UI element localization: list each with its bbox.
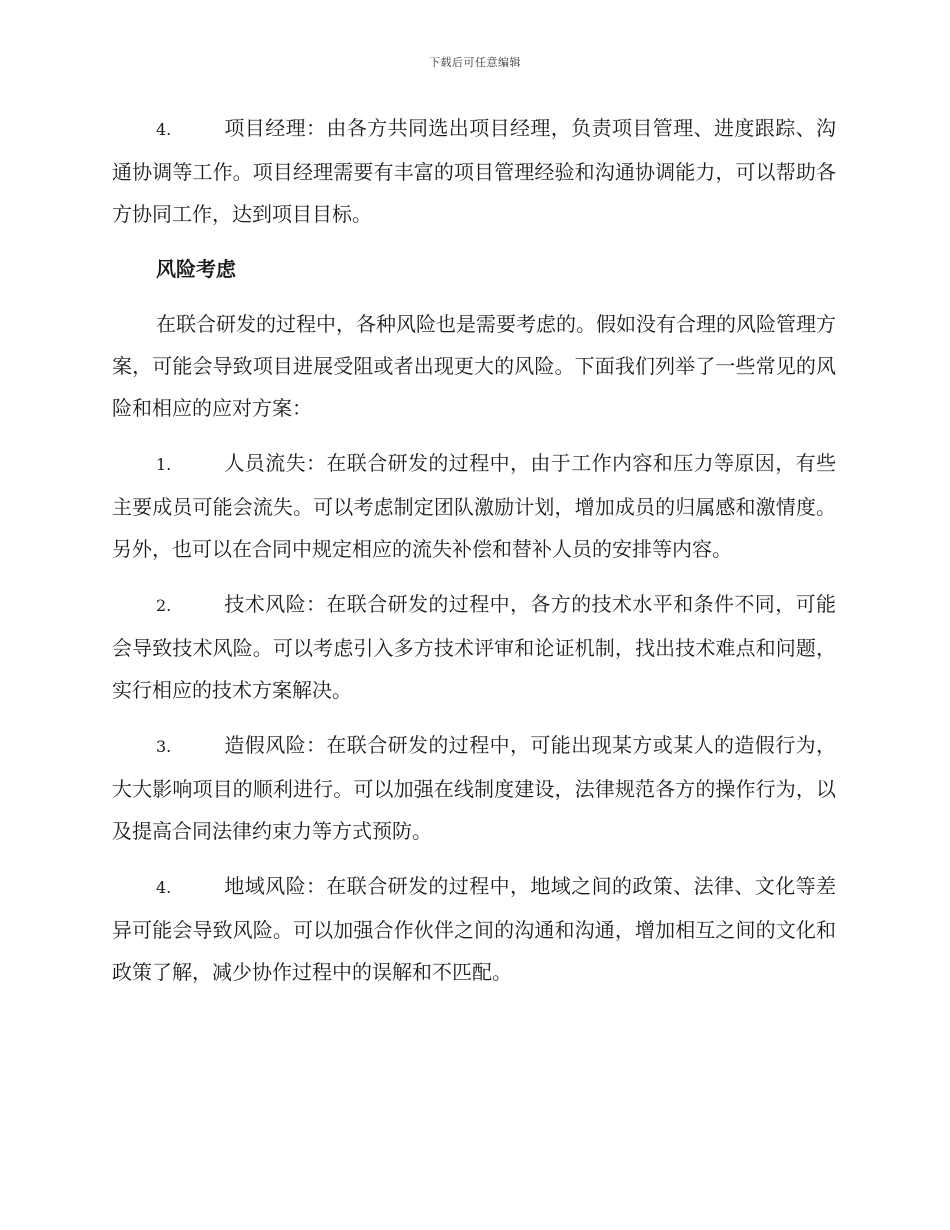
list-item-regional-risk (112, 865, 836, 993)
list-number: 1. (156, 455, 172, 474)
page-header: 下载后可任意编辑 (429, 56, 521, 69)
list-item-fraud-risk (112, 724, 836, 852)
list-item-text: 地域风险：在联合研发的过程中，地域之间的政策、法律、文化等差异可能会导致风险。可以加强合作伙伴之间的沟通和沟通，增加相互之间的文化和政策了解，减少协作过程中的误解和不匹配。 (112, 874, 836, 984)
list-item-text: 造假风险：在联合研发的过程中，可能出现某方或某人的造假行为，大大影响项目的顺利进行。可以加强在线制度建设，法律规范各方的操作行为，以及提高合同法律约束力等方式预防。 (112, 733, 836, 843)
list-number: 3. (156, 737, 172, 756)
section-heading: 风险考虑 (156, 257, 236, 281)
list-number: 4. (156, 878, 172, 897)
list-item-technical-risk (112, 583, 836, 711)
intro-paragraph: 在联合研发的过程中，各种风险也是需要考虑的。假如没有合理的风险管理方案，可能会导致项目进展受阻或者出现更大的风险。下面我们列举了一些常见的风险和相应的应对方案： (112, 312, 836, 420)
list-item-text: 项目经理：由各方共同选出项目经理，负责项目管理、进度跟踪、沟通协调等工作。项目经理需要有丰富的项目管理经验和沟通协调能力，可以帮助各方协同工作，达到项目目标。 (112, 116, 836, 226)
list-number: 4. (156, 120, 172, 139)
list-item-text: 技术风险：在联合研发的过程中，各方的技术水平和条件不同，可能会导致技术风险。可以考虑引入多方技术评审和论证机制，找出技术难点和问题，实行相应的技术方案解决。 (112, 592, 836, 702)
list-item-project-manager (112, 107, 836, 235)
list-item-text: 人员流失：在联合研发的过程中，由于工作内容和压力等原因，有些主要成员可能会流失。可以考虑制定团队激励计划，增加成员的归属感和激情度。另外，也可以在合同中规定相应的流失补偿和替补人员的安排等内容。 (112, 451, 836, 561)
list-item-personnel-loss (112, 442, 836, 570)
list-number: 2. (156, 596, 172, 615)
document-body (112, 107, 836, 1006)
